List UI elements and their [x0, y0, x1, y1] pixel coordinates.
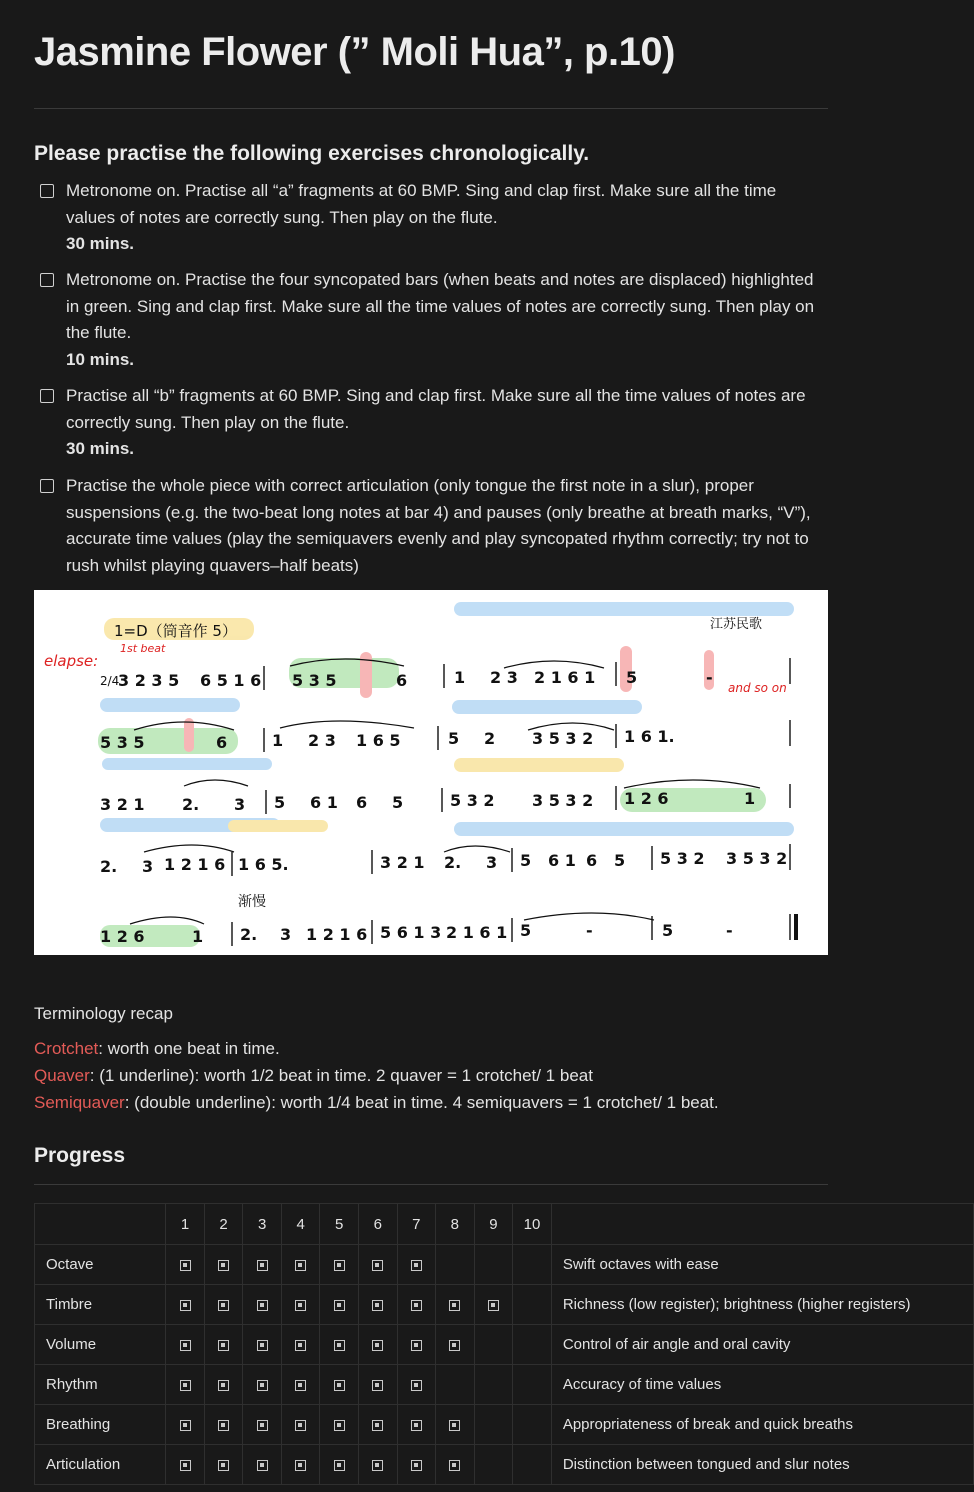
- note-group: 3: [280, 925, 292, 944]
- checked-square-icon[interactable]: [334, 1460, 345, 1471]
- checked-square-icon[interactable]: [180, 1260, 191, 1271]
- progress-cell: [204, 1365, 243, 1405]
- progress-cell: [166, 1405, 205, 1445]
- progress-cell: [320, 1285, 359, 1325]
- header-cell: [35, 1204, 166, 1245]
- todo-duration: 10 mins.: [66, 349, 135, 369]
- progress-cell: [281, 1445, 320, 1485]
- term-word: Quaver: [34, 1066, 90, 1085]
- progress-cell: [243, 1445, 282, 1485]
- progress-cell: [513, 1245, 552, 1285]
- todo-duration: 30 mins.: [66, 439, 135, 458]
- note-group: 2 3: [490, 668, 518, 687]
- checked-square-icon[interactable]: [372, 1260, 383, 1271]
- row-description: Accuracy of time values: [551, 1365, 973, 1405]
- progress-cell: [358, 1405, 397, 1445]
- checked-square-icon[interactable]: [218, 1380, 229, 1391]
- row-description: Distinction between tongued and slur notes: [551, 1445, 973, 1485]
- checked-square-icon[interactable]: [449, 1340, 460, 1351]
- progress-cell: [474, 1325, 513, 1365]
- note-group: 6: [216, 733, 228, 752]
- header-cell: 5: [320, 1204, 359, 1245]
- progress-cell: [358, 1445, 397, 1485]
- checked-square-icon[interactable]: [488, 1300, 499, 1311]
- header-cell: 3: [243, 1204, 282, 1245]
- row-label: Breathing: [35, 1405, 166, 1445]
- checked-square-icon[interactable]: [295, 1380, 306, 1391]
- note-group: 6: [356, 793, 368, 812]
- term-word: Semiquaver: [34, 1093, 125, 1112]
- progress-cell: [243, 1285, 282, 1325]
- checked-square-icon[interactable]: [257, 1420, 268, 1431]
- note-group: 2 1 6 1: [446, 923, 508, 942]
- checked-square-icon[interactable]: [449, 1460, 460, 1471]
- note-group: 5: [626, 668, 638, 687]
- note-group: 2 3: [308, 731, 336, 750]
- checked-square-icon[interactable]: [218, 1300, 229, 1311]
- todo-item: [40, 383, 820, 463]
- progress-cell: [513, 1445, 552, 1485]
- progress-cell: [320, 1245, 359, 1285]
- checked-square-icon[interactable]: [257, 1380, 268, 1391]
- header-cell: 7: [397, 1204, 436, 1245]
- note-group: 5 3 5: [100, 733, 145, 752]
- note-group: 1 2 6: [100, 927, 145, 946]
- note-group: 5 6 1 3: [380, 923, 442, 942]
- note-group: 1 6 1.: [624, 727, 675, 746]
- progress-cell: [397, 1365, 436, 1405]
- score-tempo: 渐慢: [238, 894, 266, 910]
- note-group: 6 1: [310, 793, 338, 812]
- checked-square-icon[interactable]: [411, 1420, 422, 1431]
- progress-cell: [436, 1285, 475, 1325]
- checked-square-icon[interactable]: [218, 1420, 229, 1431]
- progress-cell: [397, 1405, 436, 1445]
- progress-cell: [513, 1405, 552, 1445]
- checked-square-icon[interactable]: [372, 1300, 383, 1311]
- row-description: Richness (low register); brightness (higher registers): [551, 1285, 973, 1325]
- checked-square-icon[interactable]: [334, 1420, 345, 1431]
- checked-square-icon[interactable]: [449, 1420, 460, 1431]
- note-group: -: [706, 668, 713, 687]
- progress-cell: [474, 1245, 513, 1285]
- note-group: 1 2 1 6: [164, 855, 226, 874]
- note-group: 5 3 5: [292, 671, 337, 690]
- progress-cell: [436, 1405, 475, 1445]
- progress-cell: [243, 1405, 282, 1445]
- note-group: 2.: [182, 795, 200, 814]
- progress-cell: [358, 1365, 397, 1405]
- checked-square-icon[interactable]: [411, 1300, 422, 1311]
- score-origin: 江苏民歌: [710, 617, 763, 632]
- note-group: 3: [486, 853, 498, 872]
- table-row: [35, 1245, 974, 1285]
- progress-cell: [204, 1285, 243, 1325]
- table-row: [35, 1405, 974, 1445]
- progress-cell: [513, 1285, 552, 1325]
- header-cell: 6: [358, 1204, 397, 1245]
- checked-square-icon[interactable]: [449, 1300, 460, 1311]
- table-header-row: [35, 1204, 974, 1245]
- progress-cell: [513, 1325, 552, 1365]
- note-group: 3 5 3 2: [726, 849, 788, 868]
- progress-cell: [243, 1325, 282, 1365]
- checked-square-icon[interactable]: [372, 1340, 383, 1351]
- note-group: 5: [392, 793, 404, 812]
- checked-square-icon[interactable]: [180, 1380, 191, 1391]
- checked-square-icon[interactable]: [295, 1260, 306, 1271]
- progress-cell: [281, 1245, 320, 1285]
- progress-cell: [436, 1365, 475, 1405]
- progress-cell: [474, 1445, 513, 1485]
- note-group: 3 5 3 2: [532, 729, 594, 748]
- checked-square-icon[interactable]: [257, 1340, 268, 1351]
- checked-square-icon[interactable]: [218, 1340, 229, 1351]
- row-description: Appropriateness of break and quick breaths: [551, 1405, 973, 1445]
- checked-square-icon[interactable]: [180, 1340, 191, 1351]
- checkbox[interactable]: [40, 184, 54, 198]
- progress-cell: [474, 1285, 513, 1325]
- table-row: [35, 1285, 974, 1325]
- progress-cell: [166, 1245, 205, 1285]
- progress-cell: [166, 1325, 205, 1365]
- header-cell: [551, 1204, 973, 1245]
- divider: [34, 1184, 828, 1185]
- checked-square-icon[interactable]: [334, 1300, 345, 1311]
- note-group: 3 2 3 5: [118, 671, 180, 690]
- term-word: Crotchet: [34, 1039, 99, 1058]
- row-label: Rhythm: [35, 1365, 166, 1405]
- checked-square-icon[interactable]: [295, 1420, 306, 1431]
- row-description: Swift octaves with ease: [551, 1245, 973, 1285]
- checked-square-icon[interactable]: [180, 1300, 191, 1311]
- row-label: Timbre: [35, 1285, 166, 1325]
- term-definition: : (double underline): worth 1/4 beat in time. 4 semiquavers = 1 crotchet/ 1 beat.: [124, 1093, 719, 1112]
- note-group: 3 2 1: [100, 795, 145, 814]
- checked-square-icon[interactable]: [372, 1460, 383, 1471]
- note-group: 3: [142, 857, 154, 876]
- header-cell: 2: [204, 1204, 243, 1245]
- checked-square-icon[interactable]: [411, 1380, 422, 1391]
- row-description: Control of air angle and oral cavity: [551, 1325, 973, 1365]
- terminology-title: Terminology recap: [34, 1004, 173, 1023]
- note-group: -: [726, 921, 733, 940]
- checked-square-icon[interactable]: [218, 1260, 229, 1271]
- progress-heading: Progress: [34, 1144, 126, 1167]
- score-time-signature: 2/4: [100, 674, 120, 688]
- checked-square-icon[interactable]: [257, 1260, 268, 1271]
- progress-cell: [397, 1285, 436, 1325]
- note-group: 5: [614, 851, 626, 870]
- progress-cell: [243, 1365, 282, 1405]
- checked-square-icon[interactable]: [295, 1300, 306, 1311]
- progress-cell: [358, 1245, 397, 1285]
- progress-cell: [166, 1365, 205, 1405]
- checked-square-icon[interactable]: [372, 1380, 383, 1391]
- checked-square-icon[interactable]: [334, 1340, 345, 1351]
- progress-cell: [474, 1365, 513, 1405]
- note-group: 1 6 5.: [238, 855, 289, 874]
- term-definition: : (1 underline): worth 1/2 beat in time. 2 quaver = 1 crotchet/ 1 beat: [89, 1066, 593, 1085]
- header-cell: 8: [436, 1204, 475, 1245]
- checked-square-icon[interactable]: [218, 1460, 229, 1471]
- checked-square-icon[interactable]: [411, 1340, 422, 1351]
- note-group: 5 3 2: [450, 791, 495, 810]
- checked-square-icon[interactable]: [334, 1260, 345, 1271]
- note-group: 1: [192, 927, 204, 946]
- note-group: 1: [272, 731, 284, 750]
- note-group: 3 5 3 2: [532, 791, 594, 810]
- note-group: 2.: [100, 857, 118, 876]
- term-quaver: [34, 1066, 593, 1086]
- term-definition: : worth one beat in time.: [98, 1039, 280, 1058]
- table-row: [35, 1365, 974, 1405]
- table-row: [35, 1445, 974, 1485]
- note-group: 3 2 1: [380, 853, 425, 872]
- checked-square-icon[interactable]: [334, 1380, 345, 1391]
- progress-cell: [474, 1405, 513, 1445]
- progress-cell: [397, 1325, 436, 1365]
- todo-text: Metronome on. Practise all “a” fragments at 60 BMP. Sing and clap first. Make sure all the time values of notes are correctly sung. Then play on the flute.: [66, 181, 777, 227]
- header-cell: 9: [474, 1204, 513, 1245]
- page-title: Jasmine Flower (” Moli Hua”, p.10): [34, 30, 675, 74]
- header-cell: 4: [281, 1204, 320, 1245]
- todo-text: Practise the whole piece with correct articulation (only tongue the first note in a slur), proper suspensions (e.g. the two-beat long notes at bar 4) and pauses (only breathe at breath marks, “V”), accurate time values (play the semiquavers evenly and play syncopated rhythm correctly; try not to rush whilst playing quavers–half beats): [66, 476, 811, 575]
- todo-item: [40, 473, 820, 579]
- note-group: 1 6 5: [356, 731, 401, 750]
- note-group: 1: [454, 668, 466, 687]
- note-group: 1 2 6: [624, 789, 669, 808]
- progress-cell: [204, 1245, 243, 1285]
- row-label: Octave: [35, 1245, 166, 1285]
- todo-item: [40, 178, 820, 258]
- progress-cell: [397, 1445, 436, 1485]
- note-group: 2 1 6 1: [534, 668, 596, 687]
- term-crotchet: [34, 1039, 280, 1059]
- note-group: 6: [396, 671, 408, 690]
- note-group: 6: [586, 851, 598, 870]
- row-label: Volume: [35, 1325, 166, 1365]
- note-group: 5: [448, 729, 460, 748]
- checkbox[interactable]: [40, 389, 54, 403]
- note-group: 5: [520, 851, 532, 870]
- checked-square-icon[interactable]: [180, 1420, 191, 1431]
- exercises-heading: Please practise the following exercises chronologically.: [34, 142, 590, 165]
- progress-cell: [320, 1445, 359, 1485]
- progress-cell: [358, 1285, 397, 1325]
- note-group: 1: [744, 789, 756, 808]
- progress-cell: [397, 1245, 436, 1285]
- note-group: 3: [234, 795, 246, 814]
- checked-square-icon[interactable]: [295, 1340, 306, 1351]
- checkbox[interactable]: [40, 479, 54, 493]
- progress-cell: [204, 1445, 243, 1485]
- progress-cell: [281, 1285, 320, 1325]
- checked-square-icon[interactable]: [257, 1460, 268, 1471]
- score-key: 1=D（筒音作 5）: [114, 622, 237, 640]
- checked-square-icon[interactable]: [295, 1460, 306, 1471]
- progress-cell: [436, 1445, 475, 1485]
- score-annotation-elapse: elapse:: [44, 652, 99, 670]
- progress-cell: [320, 1405, 359, 1445]
- progress-cell: [320, 1325, 359, 1365]
- note-group: 2.: [444, 853, 462, 872]
- note-group: 5: [520, 921, 532, 940]
- score-annotation: 1st beat: [120, 642, 166, 655]
- note-group: 6 1: [548, 851, 576, 870]
- todo-text: Metronome on. Practise the four syncopated bars (when beats and notes are displaced) highlighted in green. Sing and clap first. Make sure all the time values of notes are correctly sung. Then play on the flute.: [66, 270, 815, 342]
- checked-square-icon[interactable]: [257, 1300, 268, 1311]
- score-annotation: and so on: [728, 681, 787, 695]
- note-group: 5 3 2: [660, 849, 705, 868]
- term-semiquaver: [34, 1093, 719, 1113]
- progress-cell: [436, 1325, 475, 1365]
- note-group: 6 5 1 6: [200, 671, 262, 690]
- progress-cell: [436, 1245, 475, 1285]
- table-row: [35, 1325, 974, 1365]
- checkbox[interactable]: [40, 273, 54, 287]
- header-cell: 10: [513, 1204, 552, 1245]
- progress-cell: [204, 1405, 243, 1445]
- progress-cell: [166, 1285, 205, 1325]
- progress-cell: [513, 1365, 552, 1405]
- progress-table: [34, 1203, 974, 1485]
- note-group: 2: [484, 729, 496, 748]
- progress-cell: [281, 1405, 320, 1445]
- todo-duration: 30 mins.: [66, 234, 135, 253]
- checked-square-icon[interactable]: [411, 1460, 422, 1471]
- progress-cell: [281, 1365, 320, 1405]
- progress-cell: [204, 1325, 243, 1365]
- note-group: 5: [274, 793, 286, 812]
- score-image: [34, 590, 828, 955]
- note-group: 1 2 1 6: [306, 925, 368, 944]
- checked-square-icon[interactable]: [411, 1260, 422, 1271]
- todo-item: [40, 267, 820, 373]
- todo-text: Practise all “b” fragments at 60 BMP. Sing and clap first. Make sure all the time values of notes are correctly sung. Then play on the flute.: [66, 386, 806, 432]
- note-group: 2.: [240, 925, 258, 944]
- progress-cell: [166, 1445, 205, 1485]
- checked-square-icon[interactable]: [180, 1460, 191, 1471]
- progress-cell: [281, 1325, 320, 1365]
- checked-square-icon[interactable]: [372, 1420, 383, 1431]
- progress-cell: [358, 1325, 397, 1365]
- row-label: Articulation: [35, 1445, 166, 1485]
- header-cell: 1: [166, 1204, 205, 1245]
- divider: [34, 108, 828, 109]
- progress-cell: [320, 1365, 359, 1405]
- note-group: 5: [662, 921, 674, 940]
- note-group: -: [586, 921, 593, 940]
- progress-cell: [243, 1245, 282, 1285]
